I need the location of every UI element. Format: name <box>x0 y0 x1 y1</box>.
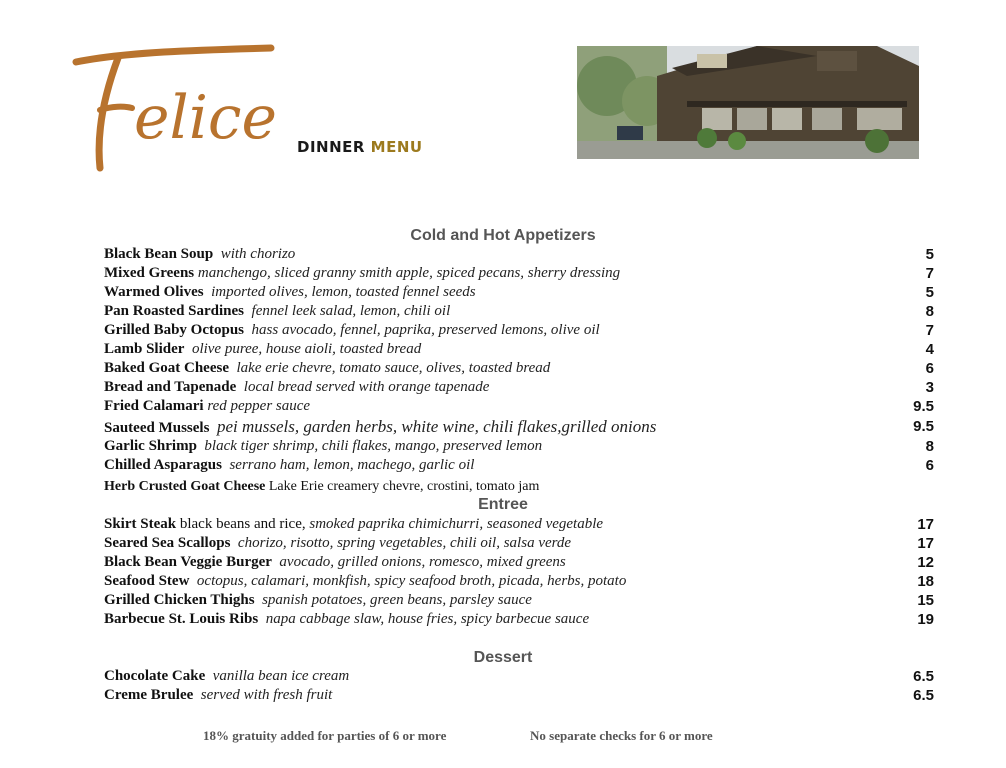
menu-item <box>104 321 934 340</box>
item-name: Grilled Chicken Thighs <box>104 592 255 608</box>
item-description: pei mussels, garden herbs, white wine, chili flakes,grilled onions <box>216 417 657 436</box>
menu-item <box>104 591 934 610</box>
item-description: napa cabbage slaw, house fries, spicy barbecue sauce <box>265 611 590 627</box>
menu-item <box>104 572 934 591</box>
item-description: red pepper sauce <box>207 398 311 414</box>
item-description: lake erie chevre, tomato sauce, olives, toasted bread <box>236 360 551 376</box>
menu-item <box>104 397 934 416</box>
item-description: olive puree, house aioli, toasted bread <box>191 341 422 357</box>
item-description: with chorizo <box>220 246 296 262</box>
item-description: avocado, grilled onions, romesco, mixed greens <box>279 554 566 570</box>
item-name: Bread and Tapenade <box>104 379 237 395</box>
menu-item <box>104 340 934 359</box>
item-price: 9.5 <box>913 398 934 415</box>
item-name: Grilled Baby Octopus <box>104 322 245 338</box>
menu-item <box>104 437 934 456</box>
menu-item <box>104 553 934 572</box>
item-name: Sauteed Mussels <box>104 420 210 436</box>
section-title-entree: Entree <box>478 496 528 513</box>
menu-item <box>104 610 934 629</box>
section-title-dessert: Dessert <box>473 649 533 666</box>
item-description: black tiger shrimp, chili flakes, mango, preserved lemon <box>204 438 543 454</box>
item-price: 5 <box>925 284 934 301</box>
subtitle-menu: MENU <box>370 138 423 156</box>
item-name: Black Bean Soup <box>104 246 214 262</box>
menu-item <box>104 378 934 397</box>
section-title-appetizers: Cold and Hot Appetizers <box>410 227 596 244</box>
item-name: Seafood Stew <box>104 573 190 589</box>
item-name: Seared Sea Scallops <box>104 535 231 551</box>
item-price: 8 <box>925 438 934 455</box>
menu-item <box>104 534 934 553</box>
item-price: 6 <box>925 360 934 377</box>
item-name: Chocolate Cake <box>104 668 206 684</box>
menu-item <box>104 667 934 686</box>
item-price: 3 <box>925 379 934 396</box>
item-description: smoked paprika chimichurri, seasoned vegetable <box>309 516 604 532</box>
felice-logo <box>66 40 296 175</box>
item-name: Creme Brulee <box>104 687 194 703</box>
item-name: Black Bean Veggie Burger <box>104 554 272 570</box>
item-price: 8 <box>925 303 934 320</box>
menu-item <box>104 515 934 534</box>
item-description: hass avocado, fennel, paprika, preserved lemons, olive oil <box>251 322 600 338</box>
item-name: Skirt Steak <box>104 516 177 532</box>
item-description: spanish potatoes, green beans, parsley sauce <box>262 592 532 608</box>
logo-lettering: elice <box>134 83 277 153</box>
item-price: 6.5 <box>913 687 934 704</box>
item-name: Garlic Shrimp <box>104 438 197 454</box>
menu-item <box>104 477 934 496</box>
item-description: served with fresh fruit <box>200 687 333 703</box>
item-name: Barbecue St. Louis Ribs <box>104 611 259 627</box>
item-name: Mixed Greens <box>104 265 195 281</box>
menu-item <box>104 264 934 283</box>
menu-item <box>104 456 934 475</box>
item-price: 12 <box>917 554 934 571</box>
item-description: serrano ham, lemon, machego, garlic oil <box>229 457 475 473</box>
item-description: manchengo, sliced granny smith apple, spiced pecans, sherry dressing <box>197 265 621 281</box>
item-description-plain: black beans and rice, <box>179 516 306 532</box>
item-description: Lake Erie creamery chevre, crostini, tomato jam <box>268 479 540 494</box>
item-description: octopus, calamari, monkfish, spicy seafood broth, picada, herbs, potato <box>196 573 627 589</box>
item-description: fennel leek salad, lemon, chili oil <box>251 303 451 319</box>
subtitle-dinner: DINNER <box>297 138 365 156</box>
restaurant-house-photo <box>577 46 919 159</box>
item-name: Warmed Olives <box>104 284 204 300</box>
item-price: 6 <box>925 457 934 474</box>
item-name: Lamb Slider <box>104 341 185 357</box>
item-name: Chilled Asparagus <box>104 457 222 473</box>
menu-item <box>104 686 934 705</box>
item-price: 17 <box>917 535 934 552</box>
item-name: Pan Roasted Sardines <box>104 303 245 319</box>
item-name: Herb Crusted Goat Cheese <box>104 479 266 494</box>
item-description: vanilla bean ice cream <box>212 668 350 684</box>
item-price: 19 <box>917 611 934 628</box>
menu-item <box>104 283 934 302</box>
item-name: Baked Goat Cheese <box>104 360 229 376</box>
item-price: 18 <box>917 573 934 590</box>
item-description: chorizo, risotto, spring vegetables, chili oil, salsa verde <box>237 535 572 551</box>
item-price: 4 <box>925 341 934 358</box>
item-price: 15 <box>917 592 934 609</box>
menu-item <box>104 302 934 321</box>
separate-checks-note: No separate checks for 6 or more <box>530 728 713 743</box>
gratuity-note: 18% gratuity added for parties of 6 or more <box>203 728 447 743</box>
item-price: 17 <box>917 516 934 533</box>
item-name: Fried Calamari <box>104 398 204 414</box>
menu-subtitle <box>297 138 423 156</box>
item-description: local bread served with orange tapenade <box>243 379 490 395</box>
item-price: 9.5 <box>913 418 934 435</box>
item-price: 7 <box>925 322 934 339</box>
menu-item <box>104 417 934 436</box>
item-price: 7 <box>925 265 934 282</box>
item-price: 5 <box>925 246 934 263</box>
item-description: imported olives, lemon, toasted fennel seeds <box>211 284 476 300</box>
menu-item <box>104 359 934 378</box>
menu-item <box>104 245 934 264</box>
item-price: 6.5 <box>913 668 934 685</box>
